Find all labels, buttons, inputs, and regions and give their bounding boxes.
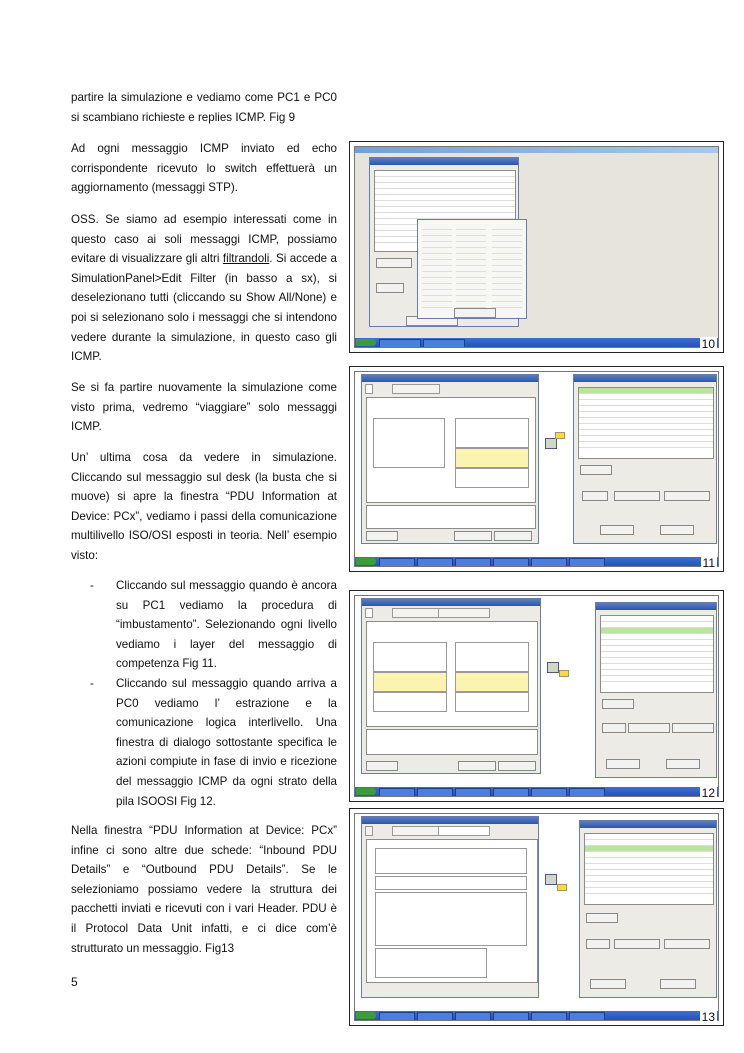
figure-12 (349, 590, 724, 802)
back-button[interactable] (586, 939, 610, 949)
start-button[interactable] (356, 1012, 376, 1019)
envelope-icon[interactable] (557, 884, 567, 891)
taskbar (355, 1011, 718, 1020)
filter-checklist-panel (417, 219, 527, 319)
show-all-none-button[interactable] (454, 308, 496, 318)
paragraph-rerun: Se si fa partire nuovamente la simulazione come visto prima, vedremo “viaggiare” solo messaggi ICMP. (71, 381, 337, 434)
tab-inbound-pdu[interactable] (392, 608, 440, 618)
screenshot-edit-filter (354, 146, 719, 348)
simulation-panel (573, 374, 717, 544)
bullet-item-pc0 (71, 674, 337, 811)
tab-outbound-pdu[interactable] (392, 384, 440, 394)
tab-osi-model[interactable] (365, 384, 373, 394)
next-layer-button[interactable] (498, 761, 536, 771)
previous-layer-button[interactable] (454, 531, 492, 541)
edit-filters-button[interactable] (600, 525, 634, 535)
paragraph-pdu-info: Un’ ultima cosa da vedere in simulazione. Cliccando sul messaggio sul desk (la busta che si muove) si apre la finestra “PDU Information at Device: PCx”, vediamo i passi della comunicazione multilivello ISO/OSI esposti in teoria. Nell’ esempio visto: (71, 451, 337, 562)
start-button[interactable] (356, 339, 376, 346)
edit-filters-button[interactable] (590, 979, 626, 989)
pc-icon[interactable] (547, 662, 559, 673)
figure-label: 10 (701, 337, 715, 351)
back-button[interactable] (602, 723, 626, 733)
auto-capture-play-button[interactable] (614, 939, 660, 949)
taskbar (355, 557, 718, 566)
auto-capture-play-button[interactable] (628, 723, 670, 733)
bullet-list (71, 576, 337, 811)
tab-osi-model[interactable] (365, 608, 373, 618)
taskbar (355, 338, 718, 347)
challenge-me-button[interactable] (366, 531, 398, 541)
show-all-button[interactable] (660, 525, 694, 535)
taskbar (355, 787, 718, 796)
paragraph-filter (71, 210, 337, 367)
bullet-dash: - (90, 676, 94, 690)
previous-layer-button[interactable] (458, 761, 496, 771)
simulation-panel (595, 602, 717, 778)
tab-outbound-pdu[interactable] (438, 826, 490, 836)
start-button[interactable] (356, 558, 376, 565)
simulation-panel (579, 820, 717, 998)
figure-label: 11 (702, 556, 715, 570)
paragraph-filter-before: OSS. Se siamo ad esempio interessati come in questo caso ai soli messaggi ICMP, possiamo evitare di visualizzare gli altri (71, 213, 337, 266)
screenshot-pdu-extraction (354, 595, 719, 797)
envelope-icon[interactable] (559, 670, 569, 677)
paragraph-filter-underlined: filtrandoli (222, 252, 270, 266)
page-number: 5 (71, 975, 78, 989)
tab-outbound-pdu[interactable] (438, 608, 490, 618)
paragraph-filter-after: . Si accede a SimulationPanel>Edit Filter (in basso a sx), si deselezionano tutti (cliccando su Show All/None) e poi si selezionano solo i messaggi che si intendono vedere durante la simulazione, in questo caso gli ICMP. (71, 252, 337, 364)
capture-forward-button[interactable] (672, 723, 714, 733)
pdu-information-window (361, 598, 541, 774)
bullet-text: Cliccando sul messaggio quando è ancora su PC1 vediamo la procedura di “imbustamento”. Selezionando ogni livello vediamo i layer del messaggio di competenza Fig 11. (116, 579, 337, 671)
back-button[interactable] (582, 491, 608, 501)
start-button[interactable] (356, 788, 376, 795)
play-controls-button[interactable] (376, 283, 404, 293)
auto-capture-play-button[interactable] (614, 491, 660, 501)
capture-forward-button[interactable] (664, 939, 710, 949)
bullet-text: Cliccando sul messaggio quando arriva a PC0 vediamo l’ estrazione e la comunicazione logica interlivello. Una finestra di dialogo sottostante specifica le azioni compiute in fase di invio e ricezione del messaggio ICMP da ogni strato della pila ISOOSI Fig 12. (116, 676, 337, 808)
show-all-button[interactable] (660, 979, 696, 989)
screenshot-pdu-osi (354, 371, 719, 567)
reset-simulation-button[interactable] (376, 258, 412, 268)
bullet-item-pc1 (71, 576, 337, 674)
paragraph-closing: Nella finestra “PDU Information at Device: PCx” infine ci sono altre due schede: “Inbound PDU Details” e “Outbound PDU Details”. Se le selezioniamo possiamo vedere la struttura dei pacchetti inviati e ricevuti con i vari Header. PDU è il Protocol Data Unit infatti, e ci dice com’è strutturato un messaggio. Fig13 (71, 824, 337, 955)
challenge-me-button[interactable] (366, 761, 398, 771)
tab-inbound-pdu[interactable] (392, 826, 440, 836)
figure-13 (349, 808, 724, 1026)
paragraph-intro: partire la simulazione e vediamo come PC1 e PC0 si scambiano richieste e replies ICMP. Fig 9 (71, 91, 337, 124)
figure-10 (349, 141, 724, 353)
tab-osi-model[interactable] (365, 826, 373, 836)
pdu-information-window (361, 816, 539, 998)
reset-simulation-button[interactable] (602, 699, 634, 709)
screenshot-pdu-details (354, 813, 719, 1021)
figure-11 (349, 366, 724, 572)
paragraph-stp: Ad ogni messaggio ICMP inviato ed echo corrispondente ricevuto lo switch effettuerà un aggiornamento (messaggi STP). (71, 142, 337, 195)
reset-simulation-button[interactable] (586, 913, 618, 923)
figure-label: 12 (701, 786, 715, 800)
reset-simulation-button[interactable] (580, 465, 612, 475)
figure-label: 13 (701, 1010, 715, 1024)
pc-icon[interactable] (545, 438, 557, 449)
next-layer-button[interactable] (494, 531, 532, 541)
pc-icon[interactable] (545, 874, 557, 885)
capture-forward-button[interactable] (664, 491, 710, 501)
pdu-information-window (361, 374, 539, 544)
edit-filters-button[interactable] (606, 759, 640, 769)
envelope-icon[interactable] (555, 432, 565, 439)
bullet-dash: - (90, 579, 94, 592)
show-all-button[interactable] (666, 759, 700, 769)
